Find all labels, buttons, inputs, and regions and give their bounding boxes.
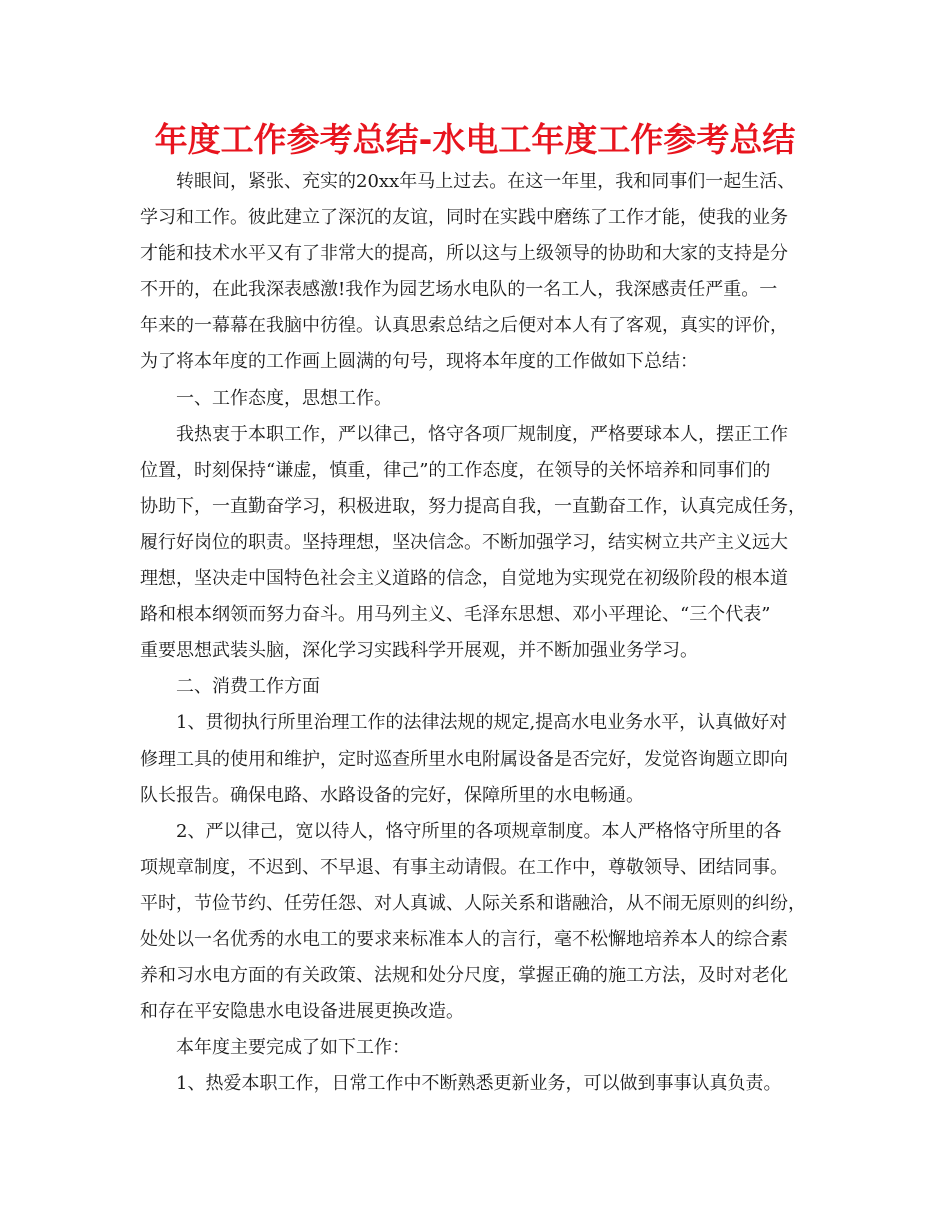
text-line: 本年度主要完成了如下工作： — [176, 1037, 410, 1059]
text-line: 平时，节俭节约、任劳任怨、对人真诚、人际关系和谐融洽，从不闹无原则的纠纷， — [140, 892, 806, 914]
text-line: 位置，时刻保持“谦虚，慎重，律己”的工作态度，在领导的关怀培养和同事们的 — [140, 459, 771, 481]
text-line: 1、热爱本职工作，日常工作中不断熟悉更新业务，可以做到事事认真负责。 — [176, 1073, 782, 1095]
text-line: 转眼间，紧张、充实的20xx年马上过去。在这一年里，我和同事们一起生活、 — [176, 171, 796, 192]
text-line: 路和根本纲领而努力奋斗。用马列主义、毛泽东思想、邓小平理论、“三个代表” — [140, 604, 771, 626]
text-line: 重要思想武装头脑，深化学习实践科学开展观，并不断加强业务学习。 — [140, 640, 698, 662]
text-line: 履行好岗位的职责。坚持理想，坚决信念。不断加强学习，结实树立共产主义远大 — [140, 531, 788, 553]
text-line: 不开的，在此我深表感激!我作为园艺场水电队的一名工人，我深感责任严重。一 — [140, 279, 778, 301]
document-title: 年度工作参考总结-水电工年度工作参考总结 — [154, 120, 796, 159]
text-line: 修理工具的使用和维护，定时巡查所里水电附属设备是否完好，发觉咨询题立即向 — [140, 748, 788, 770]
text-line: 协助下，一直勤奋学习，积极进取，努力提高自我，一直勤奋工作，认真完成任务， — [140, 495, 806, 517]
text-line: 2、严以律己，宽以待人，恪守所里的各项规章制度。本人严格恪守所里的各 — [176, 820, 782, 842]
text-line: 项规章制度，不迟到、不早退、有事主动请假。在工作中，尊敬领导、团结同事。 — [140, 856, 788, 878]
text-line: 队长报告。确保电路、水路设备的完好，保障所里的水电畅通。 — [140, 784, 644, 806]
text-line: 一、工作态度，思想工作。 — [176, 387, 392, 409]
text-line: 1、贯彻执行所里治理工作的法律法规的规定,提高水电业务水平，认真做好对 — [176, 712, 788, 734]
text-line: 才能和技术水平又有了非常大的提高，所以这与上级领导的协助和大家的支持是分 — [140, 243, 788, 265]
text-line: 处处以一名优秀的水电工的要求来标准本人的言行，毫不松懈地培养本人的综合素 — [140, 928, 788, 950]
text-line: 理想，坚决走中国特色社会主义道路的信念，自觉地为实现党在初级阶段的根本道 — [140, 568, 788, 590]
text-line: 养和习水电方面的有关政策、法规和处分尺度，掌握正确的施工方法，及时对老化 — [140, 965, 788, 987]
text-line: 为了将本年度的工作画上圆满的句号，现将本年度的工作做如下总结： — [140, 351, 698, 373]
text-line: 和存在平安隐患水电设备进展更换改造。 — [140, 1001, 464, 1023]
text-line: 二、消费工作方面 — [176, 676, 320, 698]
text-line: 学习和工作。彼此建立了深沉的友谊，同时在实践中磨练了工作才能，使我的业务 — [140, 207, 788, 229]
document-body — [140, 164, 820, 1102]
text-line: 年来的一幕幕在我脑中彷徨。认真思索总结之后便对本人有了客观，真实的评价， — [140, 315, 788, 337]
text-line: 我热衷于本职工作，严以律己，恪守各项厂规制度，严格要球本人，摆正工作 — [176, 423, 788, 445]
